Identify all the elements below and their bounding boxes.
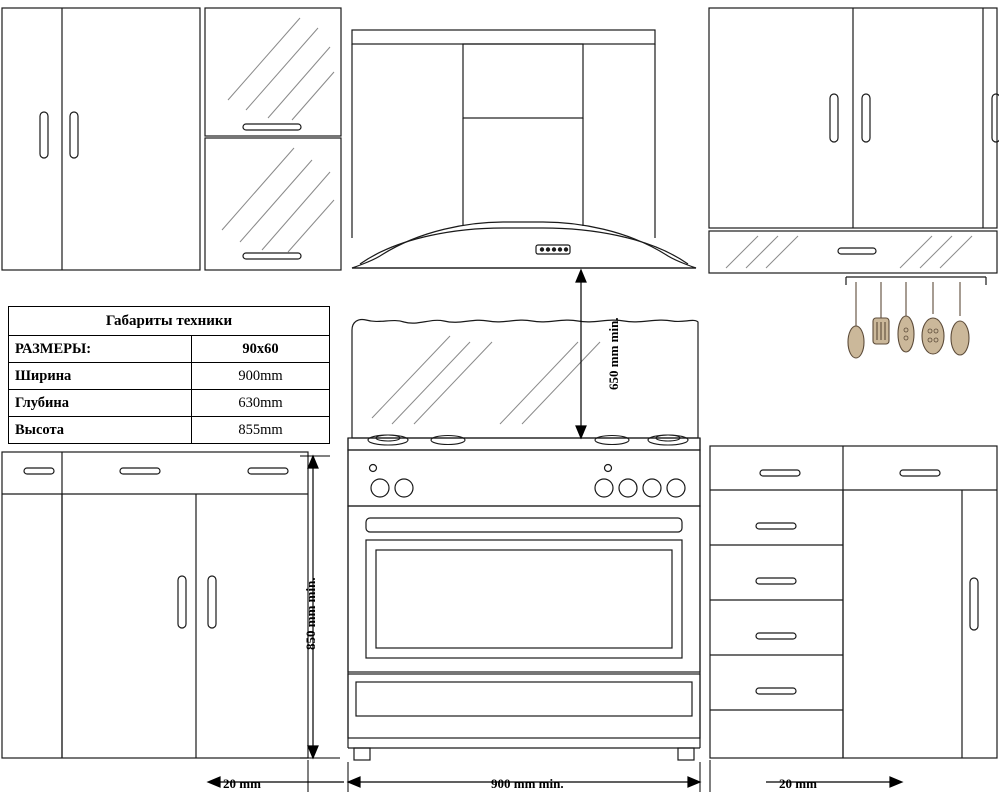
cooker-hood [352, 30, 696, 268]
spec-row-value: 900mm [191, 363, 329, 390]
spec-table [8, 306, 330, 444]
dimension-label-counter-height: 850 mm min. [303, 577, 318, 650]
spec-row-key: РАЗМЕРЫ: [9, 336, 192, 363]
spec-table-title-row [9, 307, 330, 336]
base-cabinet-right-group [710, 446, 997, 758]
spec-row-value: 855mm [191, 417, 329, 444]
hanging-utensils [846, 277, 986, 358]
spec-row-key: Глубина [9, 390, 192, 417]
dimension-label-gap-right: 20 mm [779, 776, 817, 791]
spec-table-title: Габариты техники [9, 307, 330, 336]
upper-cabinet-right-group [709, 8, 999, 273]
table-row [9, 390, 330, 417]
gas-range [348, 435, 700, 760]
table-row [9, 417, 330, 444]
dimension-label-hood-clearance: 650 mm min. [606, 317, 621, 390]
spec-row-key: Ширина [9, 363, 192, 390]
dimension-label-appliance-width: 900 mm min. [491, 776, 564, 791]
table-row [9, 363, 330, 390]
spec-row-key: Высота [9, 417, 192, 444]
upper-cabinet-left-group [2, 8, 200, 270]
upper-glass-cabinet-group [205, 8, 341, 270]
spec-row-value: 630mm [191, 390, 329, 417]
spec-row-value: 90x60 [191, 336, 329, 363]
dimension-label-gap-left: 20 mm [223, 776, 261, 791]
table-row [9, 336, 330, 363]
base-cabinet-left-group [2, 452, 308, 758]
